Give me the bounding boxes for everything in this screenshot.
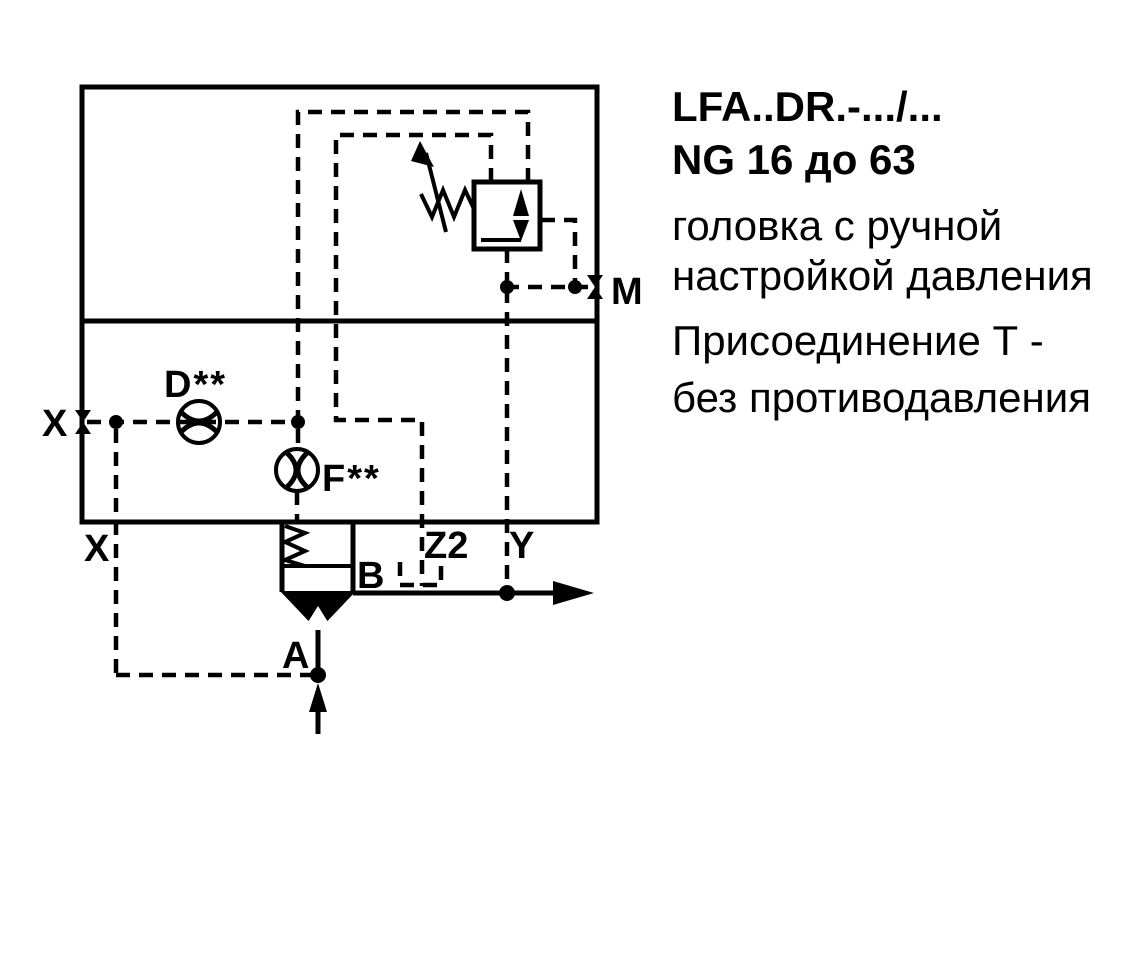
- pilot-line-z2: [336, 135, 491, 586]
- port-x-bottom-label: X: [84, 528, 110, 570]
- orifice-d-label: D**: [164, 364, 228, 406]
- orifice-f-label: F**: [322, 458, 381, 500]
- plugged-port-m-icon: [587, 275, 603, 299]
- description-line-3: Присоединение Т -: [672, 317, 1044, 364]
- port-m-label: M: [611, 271, 643, 313]
- port-z2-label: Z2: [424, 525, 469, 567]
- orifice-f-icon: [276, 449, 318, 491]
- description-line-1: головка с ручной: [672, 202, 1003, 249]
- size-range-text: NG 16 до 63: [672, 136, 916, 183]
- f-pilot-line: [276, 429, 318, 521]
- junction-dot: [291, 415, 305, 429]
- flow-arrow-b-icon: [553, 581, 594, 605]
- adjustment-arrow-icon: [411, 141, 446, 232]
- junction-dot: [109, 415, 123, 429]
- port-a-label: A: [282, 635, 310, 677]
- model-code-text: LFA..DR.-.../...: [672, 83, 943, 130]
- valve-housing-box: [82, 87, 597, 522]
- junction-dot: [499, 585, 515, 601]
- check-spring-icon: [285, 526, 305, 566]
- junction-dot: [310, 667, 326, 683]
- drain-line-m: [500, 220, 603, 299]
- port-x-side-label: X: [42, 403, 68, 445]
- port-b-label: B: [357, 555, 385, 597]
- port-y-label: Y: [509, 525, 535, 567]
- outlet-line-b: [353, 581, 594, 605]
- flow-arrow-a-icon: [309, 683, 327, 734]
- cartridge-valve-icon: [280, 523, 356, 734]
- description-line-2: настройкой давления: [672, 252, 1093, 299]
- junction-dot: [568, 280, 582, 294]
- description-line-4: без противодавления: [672, 374, 1091, 421]
- pilot-relief-valve-icon: [411, 141, 540, 249]
- spring-icon: [421, 190, 474, 217]
